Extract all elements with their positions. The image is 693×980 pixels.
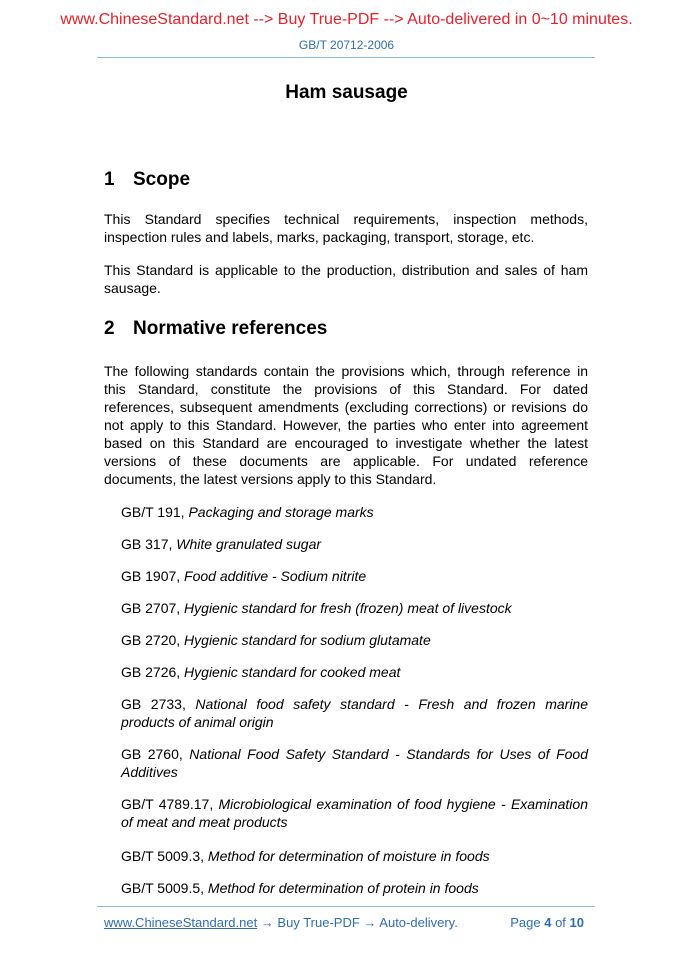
reference-item bbox=[121, 535, 588, 553]
reference-title: Hygienic standard for fresh (frozen) meat of livestock bbox=[184, 600, 512, 616]
section-number: 2 bbox=[104, 318, 115, 339]
reference-code: GB 1907, bbox=[121, 568, 185, 584]
header-divider bbox=[97, 57, 595, 58]
reference-code: GB/T 191, bbox=[121, 504, 189, 520]
page-indicator bbox=[510, 915, 584, 930]
reference-code: GB/T 4789.17, bbox=[121, 796, 219, 812]
section-number: 1 bbox=[104, 169, 115, 190]
reference-code: GB 2707, bbox=[121, 600, 185, 616]
reference-item bbox=[121, 503, 588, 521]
footer bbox=[104, 915, 584, 930]
reference-item bbox=[121, 879, 588, 897]
reference-code: GB/T 5009.3, bbox=[121, 848, 208, 864]
references-intro-paragraph: The following standards contain the provisions which, through reference in this Standard, constitute the provisions of this Standard. For dated references, subsequent amendments (excluding corrections) or revisions do not apply to this Standard. However, the parties who enter into agreement based on this Standard are encouraged to investigate whether the latest versions of these documents are applicable. For undated reference documents, the latest versions apply to this Standard. bbox=[104, 363, 588, 487]
footer-link[interactable]: www.ChineseStandard.net bbox=[104, 915, 258, 930]
footer-divider bbox=[97, 906, 595, 907]
standard-code: GB/T 20712-2006 bbox=[298, 38, 395, 52]
document-title: Ham sausage bbox=[285, 82, 408, 103]
page-total: 10 bbox=[569, 915, 584, 930]
reference-item bbox=[121, 567, 588, 585]
reference-title: Microbiological examination of food hygiene - Examination of meat and meat products bbox=[121, 796, 588, 830]
reference-title: Method for determination of moisture in foods bbox=[207, 848, 490, 864]
reference-code: GB 2726, bbox=[121, 664, 185, 680]
reference-item bbox=[121, 795, 588, 831]
reference-item bbox=[121, 745, 588, 781]
reference-code: GB 317, bbox=[121, 536, 177, 552]
reference-title: White granulated sugar bbox=[176, 536, 322, 552]
of-label: of bbox=[551, 915, 570, 930]
scope-paragraph: This Standard specifies technical requirements, inspection methods, inspection rules and labels, marks, packaging, transport, storage, etc. bbox=[104, 211, 588, 245]
page-current: 4 bbox=[544, 915, 552, 930]
scope-paragraph: This Standard is applicable to the production, distribution and sales of ham sausage. bbox=[104, 262, 588, 296]
reference-title: Hygienic standard for sodium glutamate bbox=[184, 632, 431, 648]
reference-title: Hygienic standard for cooked meat bbox=[184, 664, 401, 680]
reference-item bbox=[121, 599, 588, 617]
reference-code: GB 2720, bbox=[121, 632, 185, 648]
reference-item bbox=[121, 695, 588, 731]
section-heading-normative-references bbox=[104, 318, 327, 340]
reference-title: Packaging and storage marks bbox=[188, 504, 374, 520]
section-title: Scope bbox=[133, 169, 191, 190]
promo-banner[interactable]: www.ChineseStandard.net --> Buy True-PDF --> Auto-delivered in 0~10 minutes. bbox=[60, 11, 633, 28]
reference-title: Food additive - Sodium nitrite bbox=[184, 568, 367, 584]
reference-code: GB 2760, bbox=[121, 746, 190, 762]
reference-item bbox=[121, 847, 588, 865]
reference-item bbox=[121, 631, 588, 649]
reference-item bbox=[121, 663, 588, 681]
reference-code: GB 2733, bbox=[121, 696, 196, 712]
reference-title: National food safety standard - Fresh and frozen marine products of animal origin bbox=[121, 696, 588, 730]
section-title: Normative references bbox=[133, 318, 328, 339]
page-label: Page bbox=[510, 915, 545, 930]
reference-title: National Food Safety Standard - Standards for Uses of Food Additives bbox=[121, 746, 588, 780]
reference-code: GB/T 5009.5, bbox=[121, 880, 208, 896]
reference-title: Method for determination of protein in foods bbox=[207, 880, 479, 896]
section-heading-scope bbox=[104, 169, 190, 191]
footer-text: → Buy True-PDF → Auto-delivery. bbox=[257, 915, 458, 930]
